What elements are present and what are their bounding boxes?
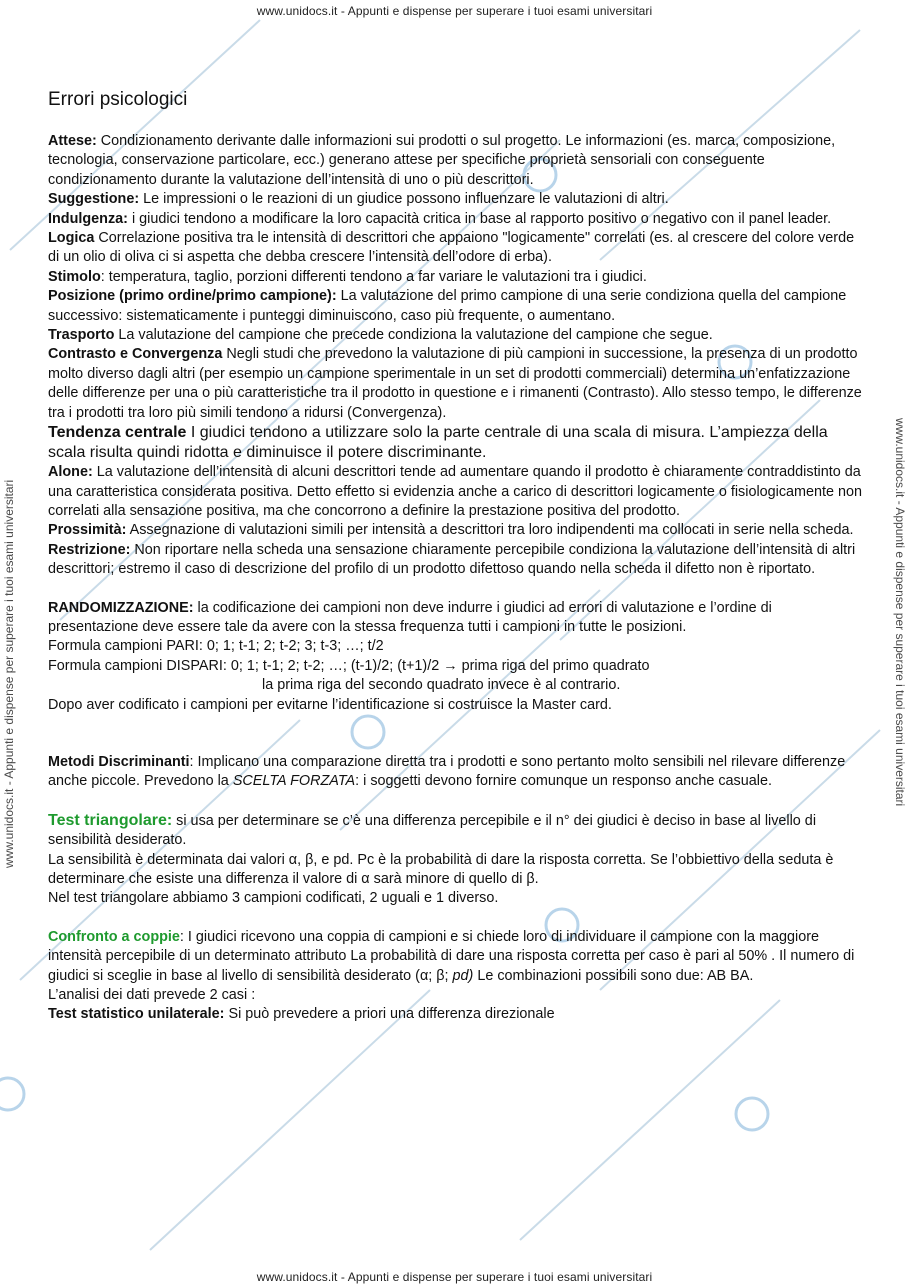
document-body bbox=[48, 88, 864, 1025]
triangular-samples: Nel test triangolare abbiamo 3 campioni codificati, 2 uguali e 1 diverso. bbox=[48, 890, 499, 907]
formula-even: Formula campioni PARI: 0; 1; t-1; 2; t-2; 3; t-3; …; t/2 bbox=[48, 638, 384, 655]
watermark-side-left: www.unidocs.it - Appunti e dispense per superare i tuoi esami universitari bbox=[2, 479, 16, 868]
page-title: Errori psicologici bbox=[48, 89, 188, 110]
discriminant-methods: Metodi Discriminanti: Implicano una comparazione diretta tra i prodotti e sono pertanto molto sensibili nel rilevare differenze anche piccole. Prevedono la SCELTA FORZATA: i soggetti devono fornire comunque un responso anche casuale. bbox=[48, 753, 846, 790]
error-suggestione: Suggestione: Le impressioni o le reazioni di un giudice possono influenzare le valutazioni di altri. bbox=[48, 191, 669, 208]
error-posizione: Posizione (primo ordine/primo campione): La valutazione del primo campione di una serie condiziona quella del campione successivo: sistematicamente i punteggi diminuiscono, caso più frequente, o aumentano. bbox=[48, 288, 847, 324]
error-prossimita: Prossimità: Assegnazione di valutazioni simili per intensità a descrittori tra loro indipendenti ma collocati in serie nella scheda. bbox=[48, 522, 854, 539]
unilateral-test: Test statistico unilaterale: Si può prevedere a priori una differenza direzionale bbox=[48, 1006, 555, 1023]
error-stimolo: Stimolo: temperatura, taglio, porzioni differenti tendono a far variare le valutazioni tra i giudici. bbox=[48, 268, 647, 285]
watermark-side-right: www.unidocs.it - Appunti e dispense per superare i tuoi esami universitari bbox=[893, 418, 907, 807]
master-card-note: Dopo aver codificato i campioni per evitarne l’identificazione si costruisce la Master card. bbox=[48, 696, 612, 713]
error-indulgenza: Indulgenza: i giudici tendono a modificare la loro capacità critica in base al rapporto positivo o negativo con il panel leader. bbox=[48, 210, 832, 227]
triangular-test: Test triangolare: si usa per determinare se c’è una differenza percepibile e il n° dei giudici è deciso in base al livello di sensibilità desiderato. bbox=[48, 811, 817, 849]
error-restrizione: Restrizione: Non riportare nella scheda una sensazione chiaramente percepibile condiziona la valutazione dell’intensità di altri descrittori; estremo il caso di descrizione del profilo di un prodotto difettoso quando nella scheda il difetto non è riportato. bbox=[48, 541, 856, 578]
error-logica: Logica Correlazione positiva tra le intensità di descrittori che appaiono "logicamente" correlati (es. al crescere del colore verde di un olio di oliva ci si aspetta che debba crescere l’intensità dell’odore di erba). bbox=[48, 230, 855, 266]
analysis-cases: L’analisi dei dati prevede 2 casi : bbox=[48, 987, 256, 1004]
randomization-paragraph: RANDOMIZZAZIONE: la codificazione dei campioni non deve indurre i giudici ad errori di valutazione e l’ordine di presentazione deve essere tale da avere con la stessa frequenza tutti i campioni in tutte le posizioni. bbox=[48, 599, 772, 635]
formula-odd-continued: la prima riga del secondo quadrato invece è al contrario. bbox=[262, 677, 621, 694]
triangular-sensitivity: La sensibilità è determinata dai valori α, β, e pd. Pc è la probabilità di dare la risposta corretta. Se l’obbiettivo della seduta è determinare che esiste una differenza il valore di α sarà minore di quello di β. bbox=[48, 851, 834, 887]
error-tendenza-centrale: Tendenza centrale I giudici tendono a utilizzare solo la parte centrale di una scala di misura. L’ampiezza della scala risulta quindi ridotta e diminuisce il potere discriminante. bbox=[48, 424, 828, 462]
watermark-top: www.unidocs.it - Appunti e dispense per superare i tuoi esami universitari bbox=[256, 4, 653, 18]
error-trasporto: Trasporto La valutazione del campione che precede condiziona la valutazione del campione che segue. bbox=[48, 327, 713, 344]
formula-odd: Formula campioni DISPARI: 0; 1; t-1; 2; t-2; …; (t-1)/2; (t+1)/2 → prima riga del primo quadrato bbox=[48, 657, 650, 674]
error-attese: Attese: Condizionamento derivante dalle informazioni sui prodotti o sul progetto. Le informazioni (es. marca, composizione, tecnologia, conservazione particolare, ecc.) generano attese per specifiche proprietà sensoriali con conseguente condizionamento durante la valutazione dell’intensità di uno o più descrittori. bbox=[48, 133, 836, 188]
paired-comparison: Confronto a coppie: I giudici ricevono una coppia di campioni e si chiede loro di individuare il campione con la maggiore intensità percepibile di un determinato attributo La probabilità di dare una risposta corretta per caso è pari al 50% . Il numero di giudici si sceglie in base al livello di sensibilità desiderato (α; β; pd) Le combinazioni possibili sono due: AB BA. bbox=[48, 928, 855, 984]
error-alone: Alone: La valutazione dell’intensità di alcuni descrittori tende ad aumentare quando il prodotto è chiaramente contraddistinto da una caratteristica considerata positiva. Detto effetto si evidenzia anche a carico di descrittori logicamente o fisiologicamente non correlati alla sensazione positiva, ma che concorrono a definire la prestazione positiva del prodotto. bbox=[48, 464, 863, 519]
watermark-bottom: www.unidocs.it - Appunti e dispense per superare i tuoi esami universitari bbox=[256, 1270, 653, 1284]
error-contrasto: Contrasto e Convergenza Negli studi che prevedono la valutazione di più campioni in successione, la presenza di un prodotto molto diverso dagli altri (per esempio un campione sperimentale in un set di prodotti commerciali) determina un’enfatizzazione delle differenze per una o più caratteristiche tra il prodotto in questione e i rimanenti (Contrasto). Allo stesso tempo, le differenze tra i prodotti tra loro più simili tendono a ridursi (Convergenza). bbox=[48, 346, 862, 421]
